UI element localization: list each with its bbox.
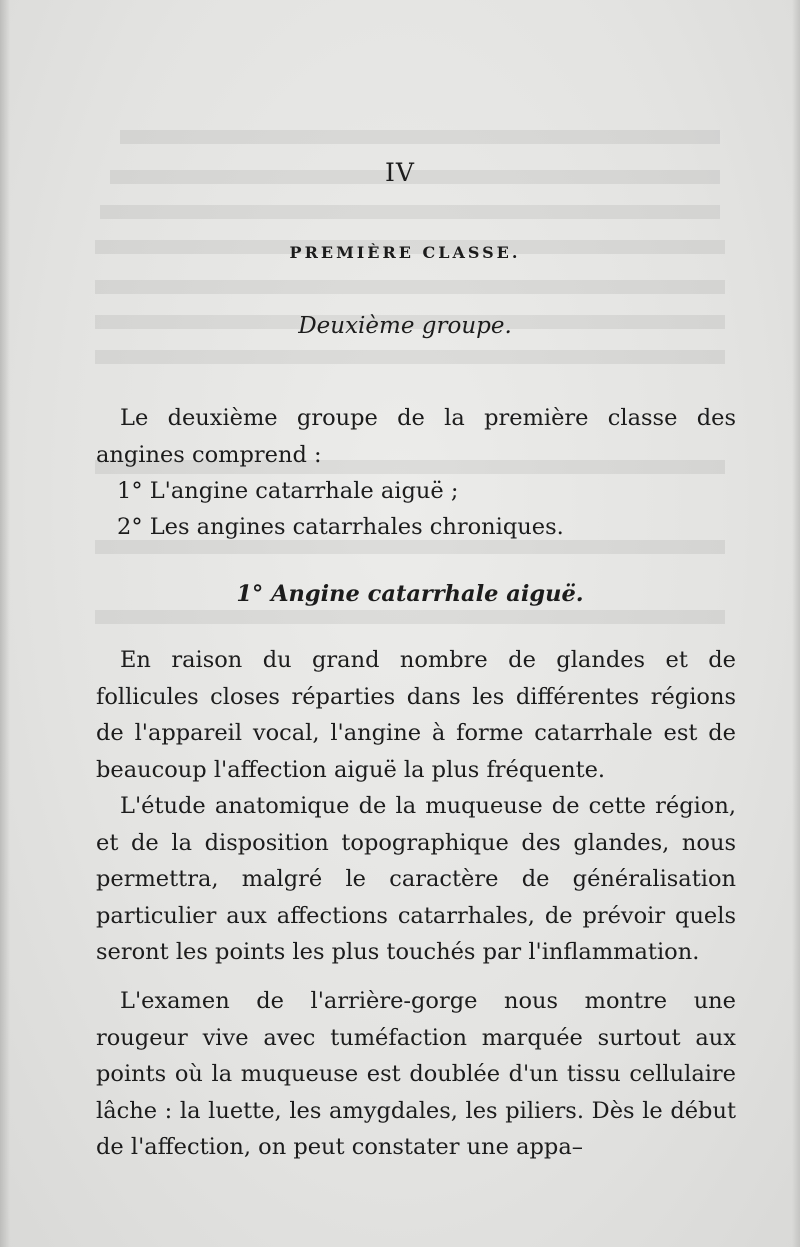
page-edge-shadow-right (792, 0, 800, 1247)
chapter-number: IV (385, 158, 415, 187)
paragraph-examination: L'examen de l'arrière-gorge nous montre une rougeur vive avec tuméfaction marquée surtout aux points où la muqueuse est doublée d'un tissu cellulaire lâche : la luette, les amygdales, les piliers. Dès le début de l'affection, on peut constater une appa– (96, 988, 736, 1160)
section-heading: 1° Angine catarrhale aiguë. (236, 581, 584, 607)
group-heading: Deuxième groupe. (298, 313, 512, 339)
paragraph-anatomy: L'étude anatomique de la muqueuse de cette région, et de la disposition topographique des glandes, nous permettra, malgré le caractère de généralisation particulier aux affections catarrhales, de prévoir quels seront les points les plus touchés par l'inflammation. (96, 793, 736, 965)
paragraph-glands: En raison du grand nombre de glandes et de follicules closes réparties dans les différentes régions de l'appareil vocal, l'angine à forme catarrhale est de beaucoup l'affection aiguë la plus fréquente. (96, 647, 736, 783)
list-item-chronic: 2° Les angines catarrhales chroniques. (117, 514, 564, 540)
page-edge-shadow-left (0, 0, 10, 1247)
list-item-acute: 1° L'angine catarrhale aiguë ; (117, 478, 459, 504)
intro-paragraph: Le deuxième groupe de la première classe des angines comprend : (96, 405, 736, 468)
class-heading: PREMIÈRE CLASSE. (289, 243, 521, 262)
